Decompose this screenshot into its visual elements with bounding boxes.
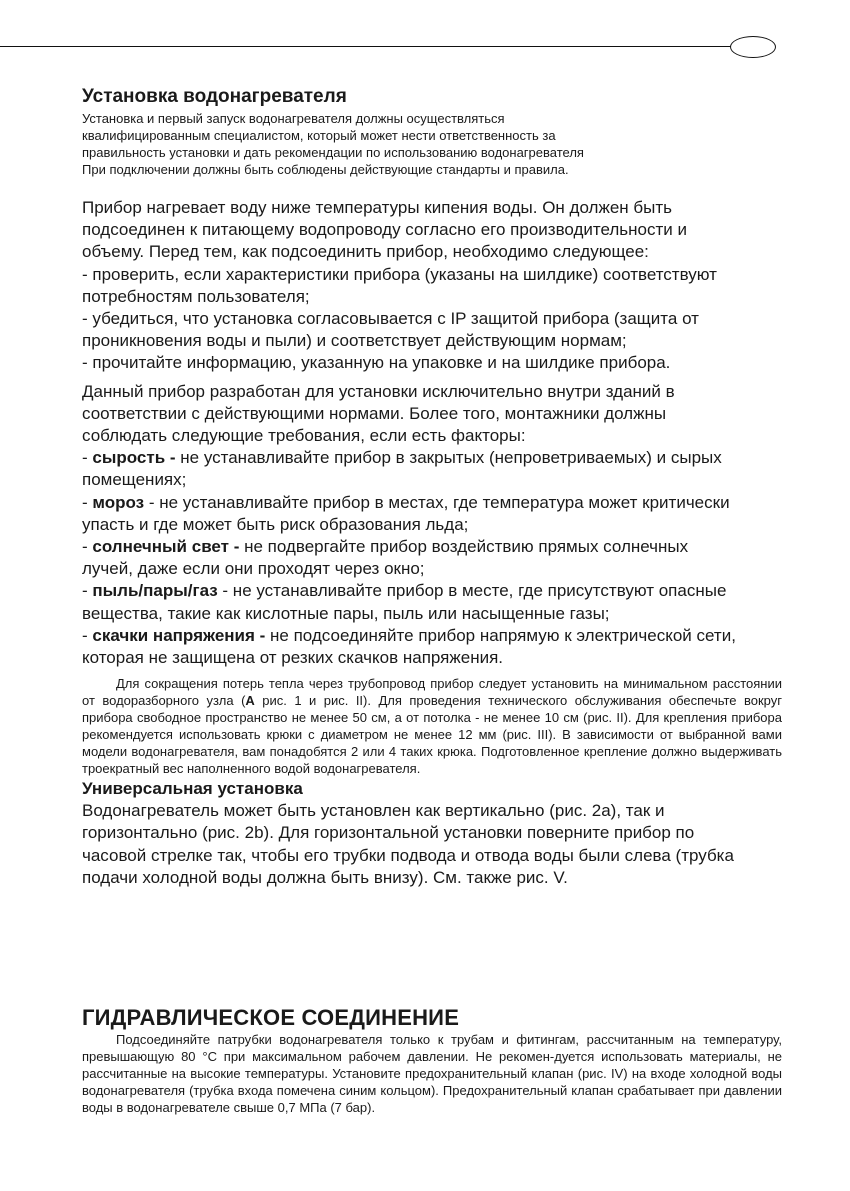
page-number-oval	[730, 36, 776, 58]
text-line: соблюдать следующие требования, если есть факторы:	[82, 426, 526, 446]
text-line: Водонагреватель может быть установлен как вертикально (рис. 2a), так и	[82, 801, 665, 821]
text-line: - убедиться, что установка согласовывается с IP защитой прибора (защита от	[82, 309, 699, 329]
installation-intro-line: квалифицированным специалистом, который может нести ответственность за	[82, 128, 556, 143]
hydraulic-heading: ГИДРАВЛИЧЕСКОЕ СОЕДИНЕНИЕ	[82, 1005, 460, 1031]
header-rule	[0, 46, 738, 47]
factor-item-frost: - мороз - не устанавливайте прибор в местах, где температура может критически упасть и где может быть риск образования льда;	[82, 492, 730, 534]
factor-item-dust: - пыль/пары/газ - не устанавливайте прибор в месте, где присутствуют опасные вещества, такие как кислотные пары, пыль или насыщенные газы;	[82, 581, 727, 623]
environment-paragraph	[82, 381, 782, 670]
text-line: подсоединен к питающему водопроводу согласно его производительности и	[82, 220, 688, 240]
heat-loss-paragraph: Для сокращения потерь тепла через трубопровод прибор следует установить на минимальном расстоянии от водоразборного узла (А рис. 1 и рис. II). Для проведения технического обслуживания обеспечьте вокруг прибора свободное пространство не менее 50 см, а от потолка - не менее 10 см (рис. II). Для крепления прибора рекомендуется использовать крюки с диаметром не менее 12 мм (рис. III). В зависимости от выбранной вами модели водонагревателя, вам понадобятся 2 или 4 таких крюка. Подготовленное крепление должно выдерживать троекратный вес наполненного водой водонагревателя.	[82, 676, 783, 777]
universal-installation-section	[82, 779, 782, 889]
text-line: потребностям пользователя;	[82, 286, 310, 306]
factor-item-sunlight: - солнечный свет - не подвергайте прибор воздействию прямых солнечных лучей, даже если они проходят через окно;	[82, 537, 689, 579]
installation-heading: Установка водонагревателя	[82, 86, 347, 107]
text-line: подачи холодной воды должна быть внизу). См. также рис. V.	[82, 867, 568, 887]
text-line: часовой стрелке так, чтобы его трубки подвода и отвода воды были слева (трубка	[82, 845, 734, 865]
text-line: проникновения воды и пыли) и соответствует действующим нормам;	[82, 331, 627, 351]
requirements-paragraph	[82, 197, 782, 375]
universal-installation-heading: Универсальная установка	[82, 779, 303, 799]
text-line: - проверить, если характеристики прибора (указаны на шилдике) соответствуют	[82, 264, 717, 284]
text-line: соответствии с действующими нормами. Более того, монтажники должны	[82, 403, 667, 423]
page-content	[82, 86, 782, 1116]
hydraulic-paragraph: Подсоединяйте патрубки водонагревателя только к трубам и фитингам, рассчитанным на температуру, превышающую 80 °С при максимальном рабочем давлении. Не рекомен-дуется использовать материалы, не рассчитанные на высокие температуры. Установите предохранительный клапан (рис. IV) на входе холодной воды водонагревателя (трубка входа помечена синим кольцом). Предохранительный клапан срабатывает при давлении воды в водонагревателе свыше 0,7 МПа (7 бар).	[82, 1032, 782, 1116]
text-line: Прибор нагревает воду ниже температуры кипения воды. Он должен быть	[82, 198, 673, 217]
text-line: - прочитайте информацию, указанную на упаковке и на шилдике прибора.	[82, 353, 671, 373]
hydraulic-connection-section	[82, 1005, 782, 1116]
text-line: горизонтально (рис. 2b). Для горизонтальной установки поверните прибор по	[82, 823, 695, 843]
installation-intro-line: При подключении должны быть соблюдены действующие стандарты и правила.	[82, 162, 569, 177]
factor-term: мороз	[92, 492, 145, 512]
factor-term: пыль/пары/газ	[92, 581, 218, 601]
factor-item-voltage: - скачки напряжения - не подсоединяйте прибор напрямую к электрической сети, которая не защищена от резких скачков напряжения.	[82, 625, 736, 668]
factor-term: сырость -	[92, 448, 176, 468]
installation-section	[82, 86, 782, 178]
installation-intro-line: Установка и первый запуск водонагревателя должны осуществляться	[82, 111, 505, 126]
installation-intro-line: правильность установки и дать рекомендации по использованию водонагревателя	[82, 145, 584, 160]
factor-item-humidity: - сырость - не устанавливайте прибор в закрытых (непроветриваемых) и сырых помещениях;	[82, 448, 722, 490]
text-line: Данный прибор разработан для установки исключительно внутри зданий в	[82, 381, 675, 401]
factor-term: скачки напряжения -	[92, 625, 266, 645]
factor-term: солнечный свет -	[92, 537, 240, 557]
text-line: объему. Перед тем, как подсоединить прибор, необходимо следующее:	[82, 242, 649, 262]
